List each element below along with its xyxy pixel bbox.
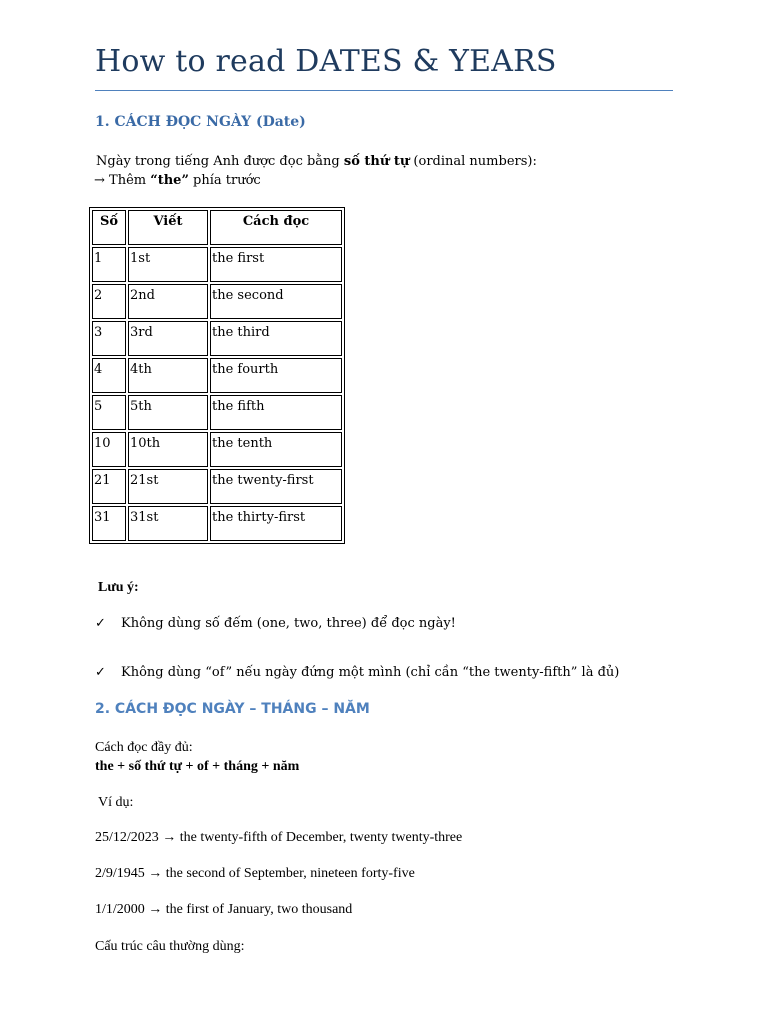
formula: the + số thứ tự + of + tháng + năm — [95, 759, 300, 774]
intro-line-2 — [94, 171, 537, 190]
table-row — [92, 358, 342, 393]
table-cell: 2 — [92, 284, 126, 319]
intro-bold: số thứ tự — [343, 154, 410, 169]
section-2-heading: 2. CÁCH ĐỌC NGÀY – THÁNG – NĂM — [95, 701, 370, 717]
table-header: Viết — [128, 210, 208, 245]
table-cell: 10th — [128, 432, 208, 467]
table-header-row — [92, 210, 342, 245]
example-line: 2/9/1945 → the second of September, nineteen forty-five — [95, 866, 415, 881]
note-text: Không dùng số đếm (one, two, three) để đọc ngày! — [121, 616, 456, 631]
table-cell: the tenth — [210, 432, 342, 467]
table-cell: 31st — [128, 506, 208, 541]
table-header: Số — [92, 210, 126, 245]
table-cell: the fourth — [210, 358, 342, 393]
table-cell: 2nd — [128, 284, 208, 319]
full-reading-label: Cách đọc đầy đủ: — [95, 740, 193, 755]
table-row — [92, 395, 342, 430]
table-cell: the second — [210, 284, 342, 319]
intro-text-end: (ordinal numbers): — [409, 154, 537, 169]
table-row — [92, 247, 342, 282]
section-1-heading: 1. CÁCH ĐỌC NGÀY (Date) — [95, 114, 306, 130]
ordinal-table — [89, 207, 345, 544]
table-row — [92, 321, 342, 356]
table-cell: the first — [210, 247, 342, 282]
table-row — [92, 506, 342, 541]
table-cell: 5 — [92, 395, 126, 430]
title-underline — [95, 90, 673, 91]
table-row — [92, 469, 342, 504]
table-cell: 21 — [92, 469, 126, 504]
table-cell: 31 — [92, 506, 126, 541]
table-cell: 10 — [92, 432, 126, 467]
table-cell: 1 — [92, 247, 126, 282]
check-icon: ✓ — [95, 616, 106, 631]
notes-title: Lưu ý: — [98, 580, 139, 595]
page-title: How to read DATES & YEARS — [95, 44, 557, 79]
example-line: 25/12/2023 → the twenty-fifth of December, twenty twenty-three — [95, 830, 463, 845]
intro-line-1 — [96, 152, 537, 171]
table-cell: 5th — [128, 395, 208, 430]
table-cell: 3rd — [128, 321, 208, 356]
table-cell: 3 — [92, 321, 126, 356]
structure-label: Cấu trúc câu thường dùng: — [95, 939, 245, 954]
table-row — [92, 284, 342, 319]
example-line: 1/1/2000 → the first of January, two thousand — [95, 902, 353, 917]
note-text: Không dùng “of” nếu ngày đứng một mình (chỉ cần “the twenty-fifth” là đủ) — [121, 665, 620, 680]
table-cell: 21st — [128, 469, 208, 504]
intro2-text-end: phía trước — [188, 173, 261, 188]
table-cell: 1st — [128, 247, 208, 282]
intro2-text: → Thêm — [94, 173, 151, 188]
note-item — [95, 665, 619, 680]
table-cell: the third — [210, 321, 342, 356]
table-row — [92, 432, 342, 467]
check-icon: ✓ — [95, 665, 106, 680]
table-cell: 4th — [128, 358, 208, 393]
section-1-intro — [96, 152, 537, 190]
example-label: Ví dụ: — [98, 795, 134, 810]
table-header: Cách đọc — [210, 210, 342, 245]
table-cell: the twenty-first — [210, 469, 342, 504]
intro2-bold: “the” — [150, 173, 189, 188]
intro-text: Ngày trong tiếng Anh được đọc bằng — [96, 154, 344, 169]
table-cell: the thirty-first — [210, 506, 342, 541]
note-item — [95, 616, 456, 631]
table-cell: 4 — [92, 358, 126, 393]
table-cell: the fifth — [210, 395, 342, 430]
